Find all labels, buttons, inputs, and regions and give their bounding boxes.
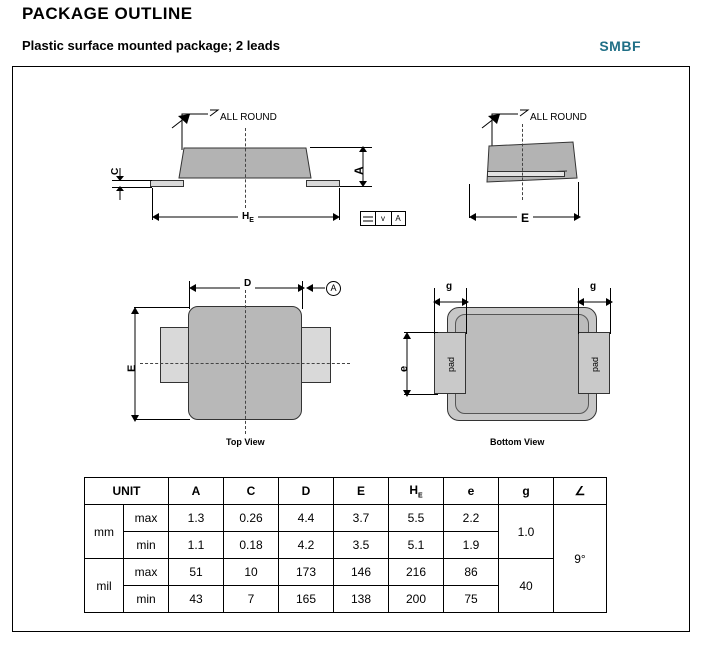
row-type-mm-min: min xyxy=(124,532,169,559)
top-e-ext-top xyxy=(134,307,190,308)
cell-mil-max-A: 51 xyxy=(169,559,224,586)
cell-mm-min-E: 3.5 xyxy=(334,532,389,559)
gdt-datum-cell: A xyxy=(395,214,401,223)
table-header-row xyxy=(85,478,607,505)
g-right-ext-a xyxy=(578,288,579,334)
dim-g-left-label: g xyxy=(446,281,453,292)
cell-mil-min-C: 7 xyxy=(224,586,279,613)
row-unit-mm: mm xyxy=(85,505,124,559)
dim-e-label: e xyxy=(398,365,410,372)
cell-mil-max-C: 10 xyxy=(224,559,279,586)
row-type-mil-min: min xyxy=(124,586,169,613)
row-type-mil-max: max xyxy=(124,559,169,586)
gdt-symbol-cell xyxy=(361,212,376,225)
header-E: E xyxy=(334,478,389,505)
header-D: D xyxy=(279,478,334,505)
cell-mil-max-e: 86 xyxy=(444,559,499,586)
cell-mm-max-E: 3.7 xyxy=(334,505,389,532)
centerline-vertical-right xyxy=(522,124,523,200)
cell-angle: 9° xyxy=(554,505,607,613)
header-unit: UNIT xyxy=(85,478,169,505)
cell-mm-max-e: 2.2 xyxy=(444,505,499,532)
cell-mil-min-e: 75 xyxy=(444,586,499,613)
cell-mm-g: 1.0 xyxy=(499,505,554,559)
header-e: e xyxy=(444,478,499,505)
row-unit-mil: mil xyxy=(85,559,124,613)
e-dim-arrow-bottomview xyxy=(400,328,414,400)
dim-A-label: A xyxy=(352,166,366,175)
header-angle: ∠ xyxy=(554,478,607,505)
cell-mm-min-C: 0.18 xyxy=(224,532,279,559)
package-body-right xyxy=(485,140,581,188)
lead-bottom-right-view xyxy=(487,171,565,177)
cell-mm-min-e: 1.9 xyxy=(444,532,499,559)
top-view-centerline-v xyxy=(245,290,246,434)
header-HE: $H_E$ xyxy=(389,478,444,505)
g-left-dim-arrow xyxy=(430,296,472,308)
gdt-frame xyxy=(360,211,406,226)
g-right-ext-b xyxy=(610,288,611,334)
centerline-vertical-left xyxy=(245,128,246,208)
dim-g-right-label: g xyxy=(590,281,597,292)
cell-mil-min-A: 43 xyxy=(169,586,224,613)
cell-mm-min-A: 1.1 xyxy=(169,532,224,559)
cell-mil-max-E: 146 xyxy=(334,559,389,586)
header-C: C xyxy=(224,478,279,505)
page-title: PACKAGE OUTLINE xyxy=(22,4,193,23)
bottom-view-body-inner xyxy=(455,314,589,414)
pad-right-label: pad xyxy=(590,356,600,372)
package-name: SMBF xyxy=(599,38,641,54)
table-row xyxy=(85,559,607,586)
lead-left xyxy=(150,180,184,187)
table-row xyxy=(85,505,607,532)
g-right-dim-arrow xyxy=(574,296,616,308)
dim-E-side-label: E xyxy=(517,211,533,225)
header-A: A xyxy=(169,478,224,505)
dim-D-label: D xyxy=(240,278,255,289)
cell-mil-min-E: 138 xyxy=(334,586,389,613)
g-left-ext-a xyxy=(434,288,435,334)
pad-left-label: pad xyxy=(446,356,456,372)
dim-C-label: C xyxy=(110,167,121,175)
top-e-ext-bottom xyxy=(134,419,190,420)
cell-mil-min-D: 165 xyxy=(279,586,334,613)
cell-mil-max-HE: 216 xyxy=(389,559,444,586)
header-g: g xyxy=(499,478,554,505)
cell-mm-max-C: 0.26 xyxy=(224,505,279,532)
cell-mm-min-HE: 5.1 xyxy=(389,532,444,559)
cell-mm-max-HE: 5.5 xyxy=(389,505,444,532)
lead-right xyxy=(306,180,340,187)
cell-mil-min-HE: 200 xyxy=(389,586,444,613)
datum-a-circle: A xyxy=(326,281,341,296)
dim-E-top-label: E xyxy=(126,364,138,372)
cell-mm-max-A: 1.3 xyxy=(169,505,224,532)
cell-mm-min-D: 4.2 xyxy=(279,532,334,559)
all-round-label-left: ALL ROUND xyxy=(220,112,277,123)
g-left-ext-b xyxy=(466,288,467,334)
page-subtitle: Plastic surface mounted package; 2 leads xyxy=(22,38,280,53)
cell-mm-max-D: 4.4 xyxy=(279,505,334,532)
row-type-mm-max: max xyxy=(124,505,169,532)
all-round-label-right: ALL ROUND xyxy=(530,112,587,123)
top-view-caption: Top View xyxy=(226,437,265,447)
top-view-centerline-h xyxy=(140,363,350,364)
cell-mil-max-D: 173 xyxy=(279,559,334,586)
dim-HE-label: $H_E$ xyxy=(238,211,258,224)
bottom-view-caption: Bottom View xyxy=(490,437,545,447)
dimension-table xyxy=(84,477,607,613)
cell-mil-g: 40 xyxy=(499,559,554,613)
flatness-icon xyxy=(362,213,374,224)
gdt-tolerance-cell: v xyxy=(375,212,392,225)
